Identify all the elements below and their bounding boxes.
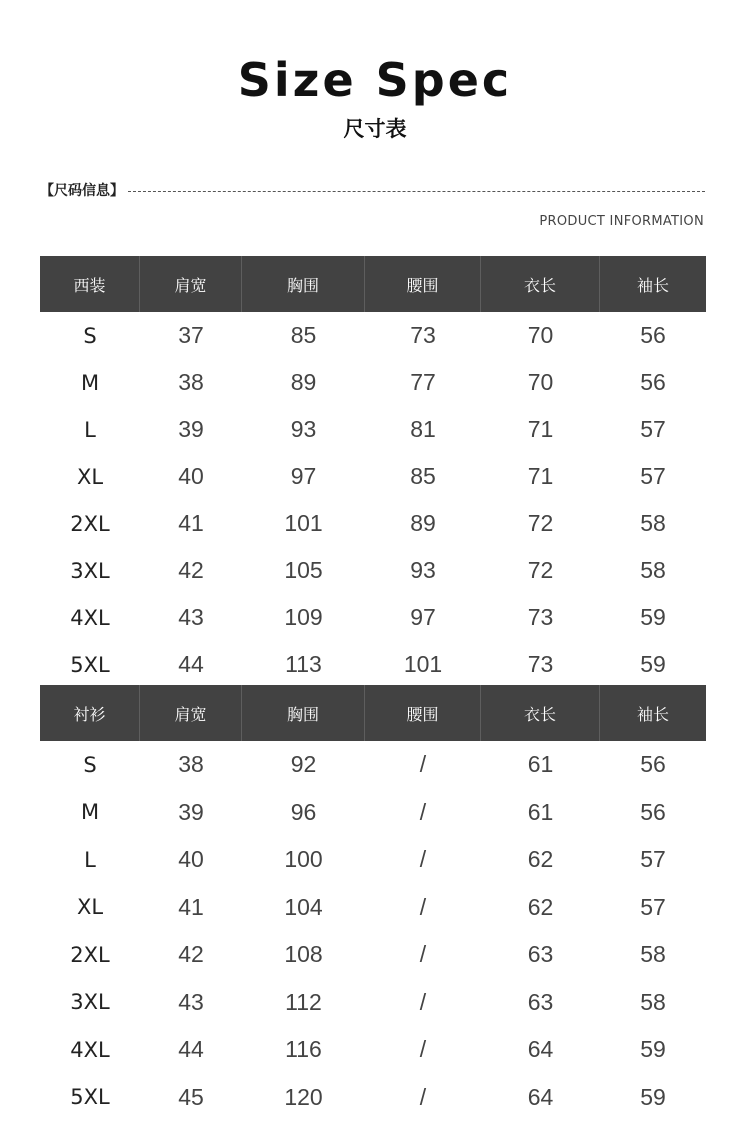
size-label-cell: 2XL: [70, 942, 110, 967]
measurement-cell: 59: [640, 1083, 666, 1110]
measurement-cell: 39: [178, 798, 204, 825]
measurement-cell: 43: [178, 604, 204, 630]
column-header: 腰围: [365, 685, 481, 741]
size-label-cell: 2XL: [70, 511, 110, 536]
measurement-cell: 40: [178, 846, 204, 873]
measurement-cell: /: [419, 1036, 427, 1063]
measurement-cell: 58: [640, 510, 666, 536]
measurement-cell: 56: [640, 322, 666, 348]
measurement-cell: 85: [410, 463, 436, 489]
column-header: 衬衫: [40, 685, 140, 741]
measurement-cell: 57: [640, 846, 666, 873]
measurement-cell: 62: [527, 846, 554, 873]
table-row: [40, 359, 706, 406]
measurement-cell: 44: [178, 651, 204, 677]
column-header: 胸围: [242, 685, 365, 741]
measurement-cell: 113: [285, 651, 322, 677]
measurement-cell: 73: [410, 322, 436, 348]
measurement-cell: 38: [178, 751, 204, 778]
table-row: [40, 741, 706, 789]
measurement-cell: 63: [527, 941, 554, 968]
measurement-cell: 109: [284, 604, 323, 630]
dashed-divider: [128, 191, 705, 192]
size-label-cell: XL: [76, 464, 104, 489]
measurement-cell: 62: [527, 893, 554, 920]
size-label-cell: S: [83, 323, 97, 348]
column-header: 肩宽: [140, 256, 242, 312]
measurement-cell: 92: [290, 751, 317, 778]
product-information-label: PRODUCT INFORMATION: [539, 214, 704, 229]
table-row: [40, 884, 706, 932]
measurement-cell: 56: [640, 751, 666, 778]
measurement-cell: /: [419, 893, 427, 920]
column-header: 衣长: [481, 685, 600, 741]
measurement-cell: 81: [410, 416, 436, 442]
measurement-cell: 58: [640, 988, 666, 1015]
measurement-cell: 58: [640, 941, 666, 968]
size-label-cell: 4XL: [70, 605, 110, 630]
table-row: [40, 1026, 706, 1074]
measurement-cell: 104: [284, 893, 323, 920]
measurement-cell: 70: [527, 322, 554, 348]
table-header: [40, 256, 706, 312]
size-label-cell: S: [83, 752, 97, 777]
measurement-cell: 56: [640, 369, 666, 395]
size-info-label: 【尺码信息】: [40, 183, 124, 199]
column-header: 肩宽: [140, 685, 242, 741]
shirt-size-table: [40, 685, 706, 1121]
column-header: 西装: [40, 256, 140, 312]
table-row: [40, 641, 706, 688]
measurement-cell: 85: [290, 322, 317, 348]
measurement-cell: /: [419, 798, 427, 825]
measurement-cell: /: [419, 988, 427, 1015]
measurement-cell: 73: [527, 604, 554, 630]
measurement-cell: 89: [290, 369, 317, 395]
measurement-cell: 57: [640, 463, 666, 489]
column-header: 腰围: [365, 256, 481, 312]
measurement-cell: 89: [410, 510, 436, 536]
table-row: [40, 453, 706, 500]
column-header: 袖长: [636, 275, 669, 295]
measurement-cell: 39: [178, 416, 204, 442]
measurement-cell: 93: [290, 416, 317, 442]
size-label-cell: 5XL: [70, 1085, 110, 1110]
measurement-cell: 38: [178, 369, 204, 395]
measurement-cell: 112: [285, 988, 322, 1015]
table-row: [40, 312, 706, 359]
table-body: [40, 312, 706, 688]
measurement-cell: 57: [640, 893, 666, 920]
table-row: [40, 979, 706, 1027]
measurement-cell: 70: [527, 369, 554, 395]
table-row: [40, 547, 706, 594]
size-label-cell: L: [84, 847, 96, 872]
table-row: [40, 1074, 706, 1122]
measurement-cell: 105: [284, 557, 323, 583]
measurement-cell: 42: [178, 557, 204, 583]
measurement-cell: 120: [284, 1083, 323, 1110]
measurement-cell: 72: [527, 557, 554, 583]
measurement-cell: 77: [410, 369, 436, 395]
measurement-cell: /: [419, 846, 427, 873]
size-label-cell: 3XL: [70, 558, 110, 583]
measurement-cell: 58: [640, 557, 666, 583]
size-label-cell: 5XL: [70, 652, 110, 677]
measurement-cell: 57: [640, 416, 666, 442]
measurement-cell: 97: [410, 604, 436, 630]
size-label-cell: XL: [76, 895, 104, 920]
measurement-cell: 96: [290, 798, 317, 825]
size-label-cell: 3XL: [70, 990, 110, 1015]
measurement-cell: 59: [640, 651, 666, 677]
measurement-cell: 61: [527, 751, 554, 778]
measurement-cell: 97: [290, 463, 317, 489]
size-label-cell: 4XL: [70, 1037, 110, 1062]
measurement-cell: 61: [527, 798, 554, 825]
table-header: [40, 685, 706, 741]
size-label-cell: L: [84, 417, 96, 442]
measurement-cell: /: [419, 751, 427, 778]
table-row: [40, 406, 706, 453]
page-subtitle: 尺寸表: [343, 117, 407, 141]
column-header: 袖长: [636, 704, 669, 724]
measurement-cell: 64: [527, 1083, 554, 1110]
measurement-cell: 108: [284, 941, 323, 968]
table-row: [40, 500, 706, 547]
table-row: [40, 594, 706, 641]
measurement-cell: 59: [640, 604, 666, 630]
table-row: [40, 931, 706, 979]
measurement-cell: 40: [178, 463, 204, 489]
measurement-cell: 63: [527, 988, 554, 1015]
measurement-cell: 41: [178, 893, 204, 920]
measurement-cell: 101: [403, 651, 443, 677]
measurement-cell: /: [419, 1083, 427, 1110]
suit-size-table: [40, 256, 706, 688]
size-label-cell: M: [80, 800, 100, 825]
measurement-cell: 42: [178, 941, 204, 968]
measurement-cell: 71: [527, 416, 554, 442]
measurement-cell: 41: [178, 510, 204, 536]
size-label-cell: M: [80, 370, 100, 395]
measurement-cell: 101: [284, 510, 323, 536]
column-header: 衣长: [481, 256, 600, 312]
measurement-cell: 44: [178, 1036, 204, 1063]
column-header: 胸围: [242, 256, 365, 312]
measurement-cell: 45: [178, 1083, 204, 1110]
measurement-cell: 73: [527, 651, 554, 677]
measurement-cell: 71: [527, 463, 554, 489]
size-info-row: [40, 178, 705, 202]
table-row: [40, 836, 706, 884]
measurement-cell: 43: [178, 988, 204, 1015]
measurement-cell: 37: [178, 322, 204, 348]
measurement-cell: 64: [527, 1036, 554, 1063]
measurement-cell: 72: [527, 510, 554, 536]
measurement-cell: 116: [285, 1036, 322, 1063]
table-body: [40, 741, 706, 1121]
measurement-cell: 100: [284, 846, 323, 873]
measurement-cell: 56: [640, 798, 666, 825]
measurement-cell: 93: [410, 557, 436, 583]
page-title: Size Spec: [237, 53, 513, 107]
table-row: [40, 789, 706, 837]
measurement-cell: /: [419, 941, 427, 968]
measurement-cell: 59: [640, 1036, 666, 1063]
